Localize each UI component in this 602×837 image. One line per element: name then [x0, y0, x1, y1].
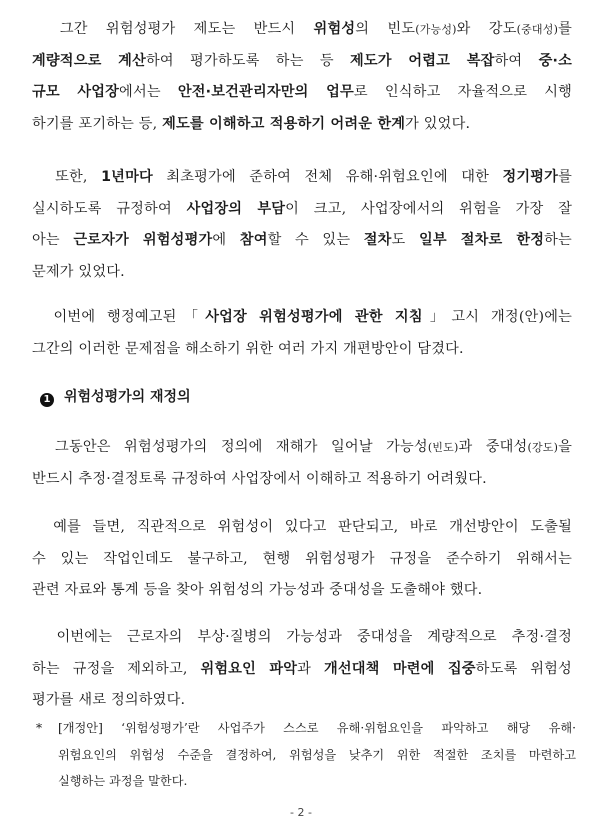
- footnote-line: [개정안] ‘위험성평가’란 사업주가 스스로 유해·위험요인을 파악하고 해당 유해·: [58, 721, 576, 735]
- numbered-bullet-icon: 1: [40, 393, 54, 407]
- bold-text: 1년마다: [101, 169, 153, 185]
- footnote-body: [58, 715, 576, 795]
- bold-text: 절차: [363, 232, 392, 248]
- paragraph-2: [32, 162, 572, 288]
- bold-text: 근로자가 위험성평가: [73, 232, 213, 248]
- bold-text: 제도가 어렵고 복잡: [349, 52, 495, 69]
- bold-text: 사업장 위험성평가에 관한 지침: [205, 309, 423, 325]
- paragraph-line: 규모 사업장에서는 안전·보건관리자만의 업무로 인식하고 자율적으로 시행: [32, 84, 572, 100]
- bold-text: 안전·보건관리자만의 업무: [177, 84, 354, 100]
- paragraph-line: 예를 들면, 직관적으로 위험성이 있다고 판단되고, 바로 개선방안이 도출될: [32, 519, 572, 535]
- footnote-line: 위험요인의 위험성 수준을 결정하여, 위험성을 낮추기 위한 적절한 조치를 마련하고: [58, 747, 576, 762]
- footnote-line: 실행하는 과정을 말한다.: [58, 774, 188, 788]
- paragraph-line: 문제가 있었다.: [32, 263, 125, 280]
- bold-text: 규모 사업장: [32, 84, 120, 100]
- paragraph-line: 계량적으로 계산하여 평가하도록 하는 등 제도가 어렵고 복잡하여 중·소: [32, 52, 572, 69]
- paragraph-1: [32, 14, 572, 140]
- page-number: - 2 -: [290, 806, 312, 819]
- paragraph-6: [32, 622, 572, 717]
- paragraph-line: 수 있는 작업인데도 불구하고, 현행 위험성평가 규정을 준수하기 위해서는: [32, 550, 572, 567]
- paragraph-line: 아는 근로자가 위험성평가에 참여할 수 있는 절차도 일부 절차로 한정하는: [32, 232, 572, 248]
- paragraph-5: [32, 512, 572, 607]
- bold-text: 계량적으로 계산: [32, 52, 146, 69]
- paragraph-line: 관련 자료와 통계 등을 찾아 위험성의 가능성과 중대성을 도출해야 했다.: [32, 582, 483, 598]
- bold-text: 참여: [239, 232, 268, 248]
- bold-text: 위험요인 파악: [200, 660, 298, 677]
- paragraph-line: 또한, 1년마다 최초평가에 준하여 전체 유해·위험요인에 대한 정기평가를: [32, 169, 572, 185]
- paragraph-line: 하는 규정을 제외하고, 위험요인 파악과 개선대책 마련에 집중하도록 위험성: [32, 660, 572, 677]
- footnote: [36, 715, 576, 795]
- paragraph-line: 그동안은 위험성평가의 정의에 재해가 일어날 가능성(빈도)과 중대성(강도)을: [32, 439, 572, 455]
- bold-text: 정기평가: [502, 169, 559, 185]
- paragraph-line: 평가를 새로 정의하였다.: [32, 692, 186, 708]
- paragraph-3: [32, 302, 572, 365]
- paragraph-4: [32, 432, 572, 495]
- section-title: 위험성평가의 재정의: [64, 389, 191, 405]
- bold-text: 제도를 이해하고 적용하기 어려운 한계: [162, 115, 406, 132]
- paragraph-line: 그간의 이러한 문제점을 해소하기 위한 여러 가지 개편방안이 담겼다.: [32, 340, 464, 357]
- section-heading: [40, 384, 191, 410]
- paragraph-line: 그간 위험성평가 제도는 반드시 위험성의 빈도(가능성)와 강도(중대성)를: [32, 21, 572, 37]
- bold-text: 중·소: [538, 52, 572, 69]
- bold-text: 위험성: [313, 21, 356, 37]
- paragraph-line: 실시하도록 규정하여 사업장의 부담이 크고, 사업장에서의 위험을 가장 잘: [32, 200, 572, 217]
- paragraph-line: 반드시 추정·결정토록 규정하여 사업장에서 이해하고 적용하기 어려웠다.: [32, 470, 487, 487]
- paragraph-line: 하기를 포기하는 등, 제도를 이해하고 적용하기 어려운 한계가 있었다.: [32, 115, 471, 132]
- asterisk-marker: *: [36, 721, 43, 735]
- bold-text: 개선대책 마련에 집중: [323, 660, 476, 677]
- bold-text: 사업장의 부담: [186, 200, 286, 217]
- bold-text: 일부 절차로 한정: [418, 232, 545, 248]
- paragraph-line: 이번에는 근로자의 부상·질병의 가능성과 중대성을 계량적으로 추정·결정: [32, 629, 572, 645]
- paragraph-line: 이번에 행정예고된「사업장 위험성평가에 관한 지침」고시 개정(안)에는: [32, 309, 573, 325]
